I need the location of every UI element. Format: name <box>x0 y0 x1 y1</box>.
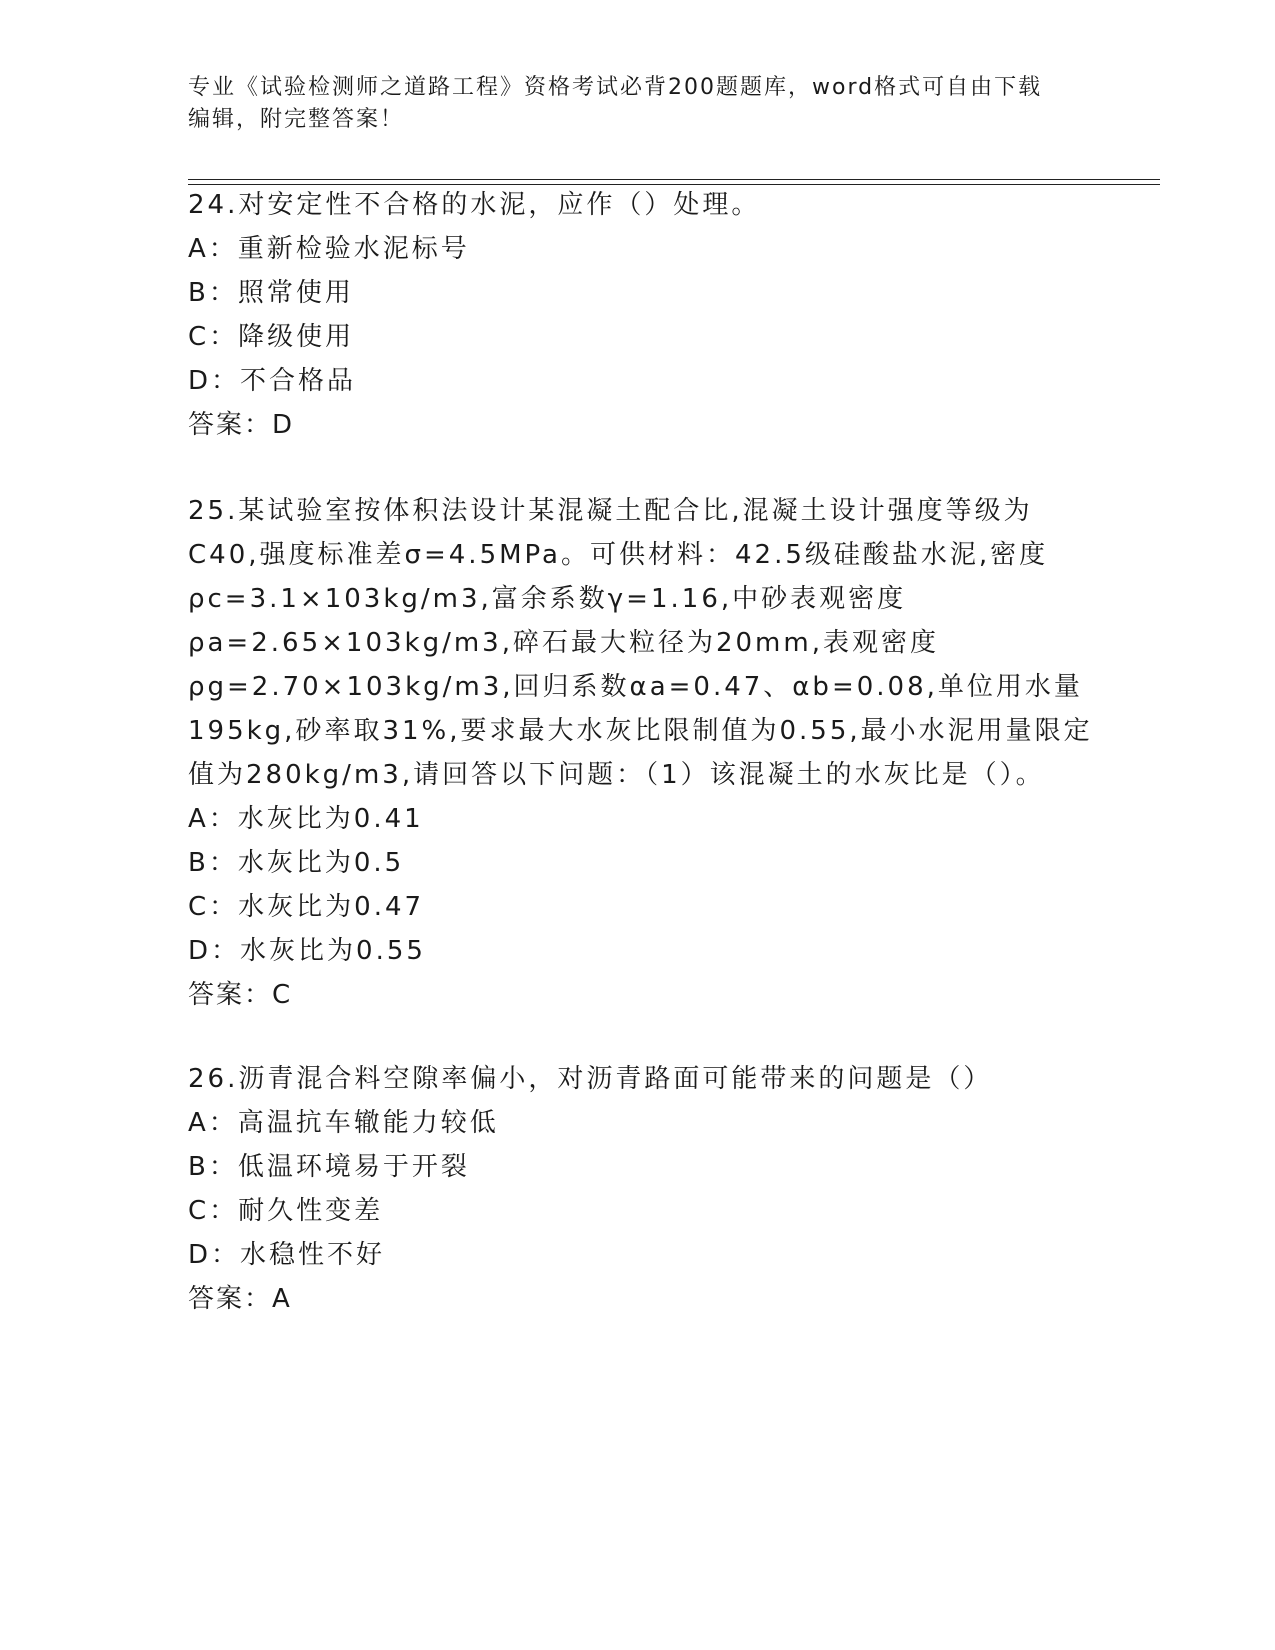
question-24-option-d: D：不合格品 <box>188 366 357 396</box>
question-25-stem-line: 25.某试验室按体积法设计某混凝土配合比,混凝土设计强度等级为 <box>188 496 1033 526</box>
question-26-option-d: D：水稳性不好 <box>188 1240 386 1270</box>
question-25-option-c: C：水灰比为0.47 <box>188 892 425 922</box>
question-24-stem: 24.对安定性不合格的水泥，应作（）处理。 <box>188 190 761 220</box>
question-25-stem-line: 值为280kg/m3,请回答以下问题：（1）该混凝土的水灰比是（）。 <box>188 760 1045 790</box>
question-26-option-a: A：高温抗车辙能力较低 <box>188 1108 499 1138</box>
question-24-option-b: B：照常使用 <box>188 278 354 308</box>
question-26-stem: 26.沥青混合料空隙率偏小，对沥青路面可能带来的问题是（） <box>188 1064 993 1094</box>
header-rule-bottom <box>188 184 1160 185</box>
question-24-option-c: C：降级使用 <box>188 322 355 352</box>
header-title-line1: 专业《试验检测师之道路工程》资格考试必背200题题库，word格式可自由下载 <box>188 75 1043 100</box>
question-25-option-b: B：水灰比为0.5 <box>188 848 405 878</box>
question-26-option-c: C：耐久性变差 <box>188 1196 384 1226</box>
header-rule-top <box>188 179 1160 180</box>
question-26-answer: 答案：A <box>188 1284 292 1314</box>
question-25-answer: 答案：C <box>188 980 293 1010</box>
question-24-answer: 答案：D <box>188 410 295 440</box>
question-25-stem-line: 195kg,砂率取31%,要求最大水灰比限制值为0.55,最小水泥用量限定 <box>188 716 1093 746</box>
header-title-line2: 编辑，附完整答案！ <box>188 107 405 132</box>
question-25-option-d: D：水灰比为0.55 <box>188 936 426 966</box>
document-header <box>188 72 1088 136</box>
question-26-option-b: B：低温环境易于开裂 <box>188 1152 470 1182</box>
question-25-stem-line: ρc=3.1×103kg/m3,富余系数γ=1.16,中砂表观密度 <box>188 584 907 614</box>
question-25-stem-line: ρa=2.65×103kg/m3,碎石最大粒径为20mm,表观密度 <box>188 628 939 658</box>
question-25-option-a: A：水灰比为0.41 <box>188 804 424 834</box>
question-25-stem-line: ρg=2.70×103kg/m3,回归系数αa=0.47、αb=0.08,单位用水量 <box>188 672 1083 702</box>
question-25-stem-line: C40,强度标准差σ=4.5MPa。可供材料：42.5级硅酸盐水泥,密度 <box>188 540 1049 570</box>
question-24-option-a: A：重新检验水泥标号 <box>188 234 470 264</box>
